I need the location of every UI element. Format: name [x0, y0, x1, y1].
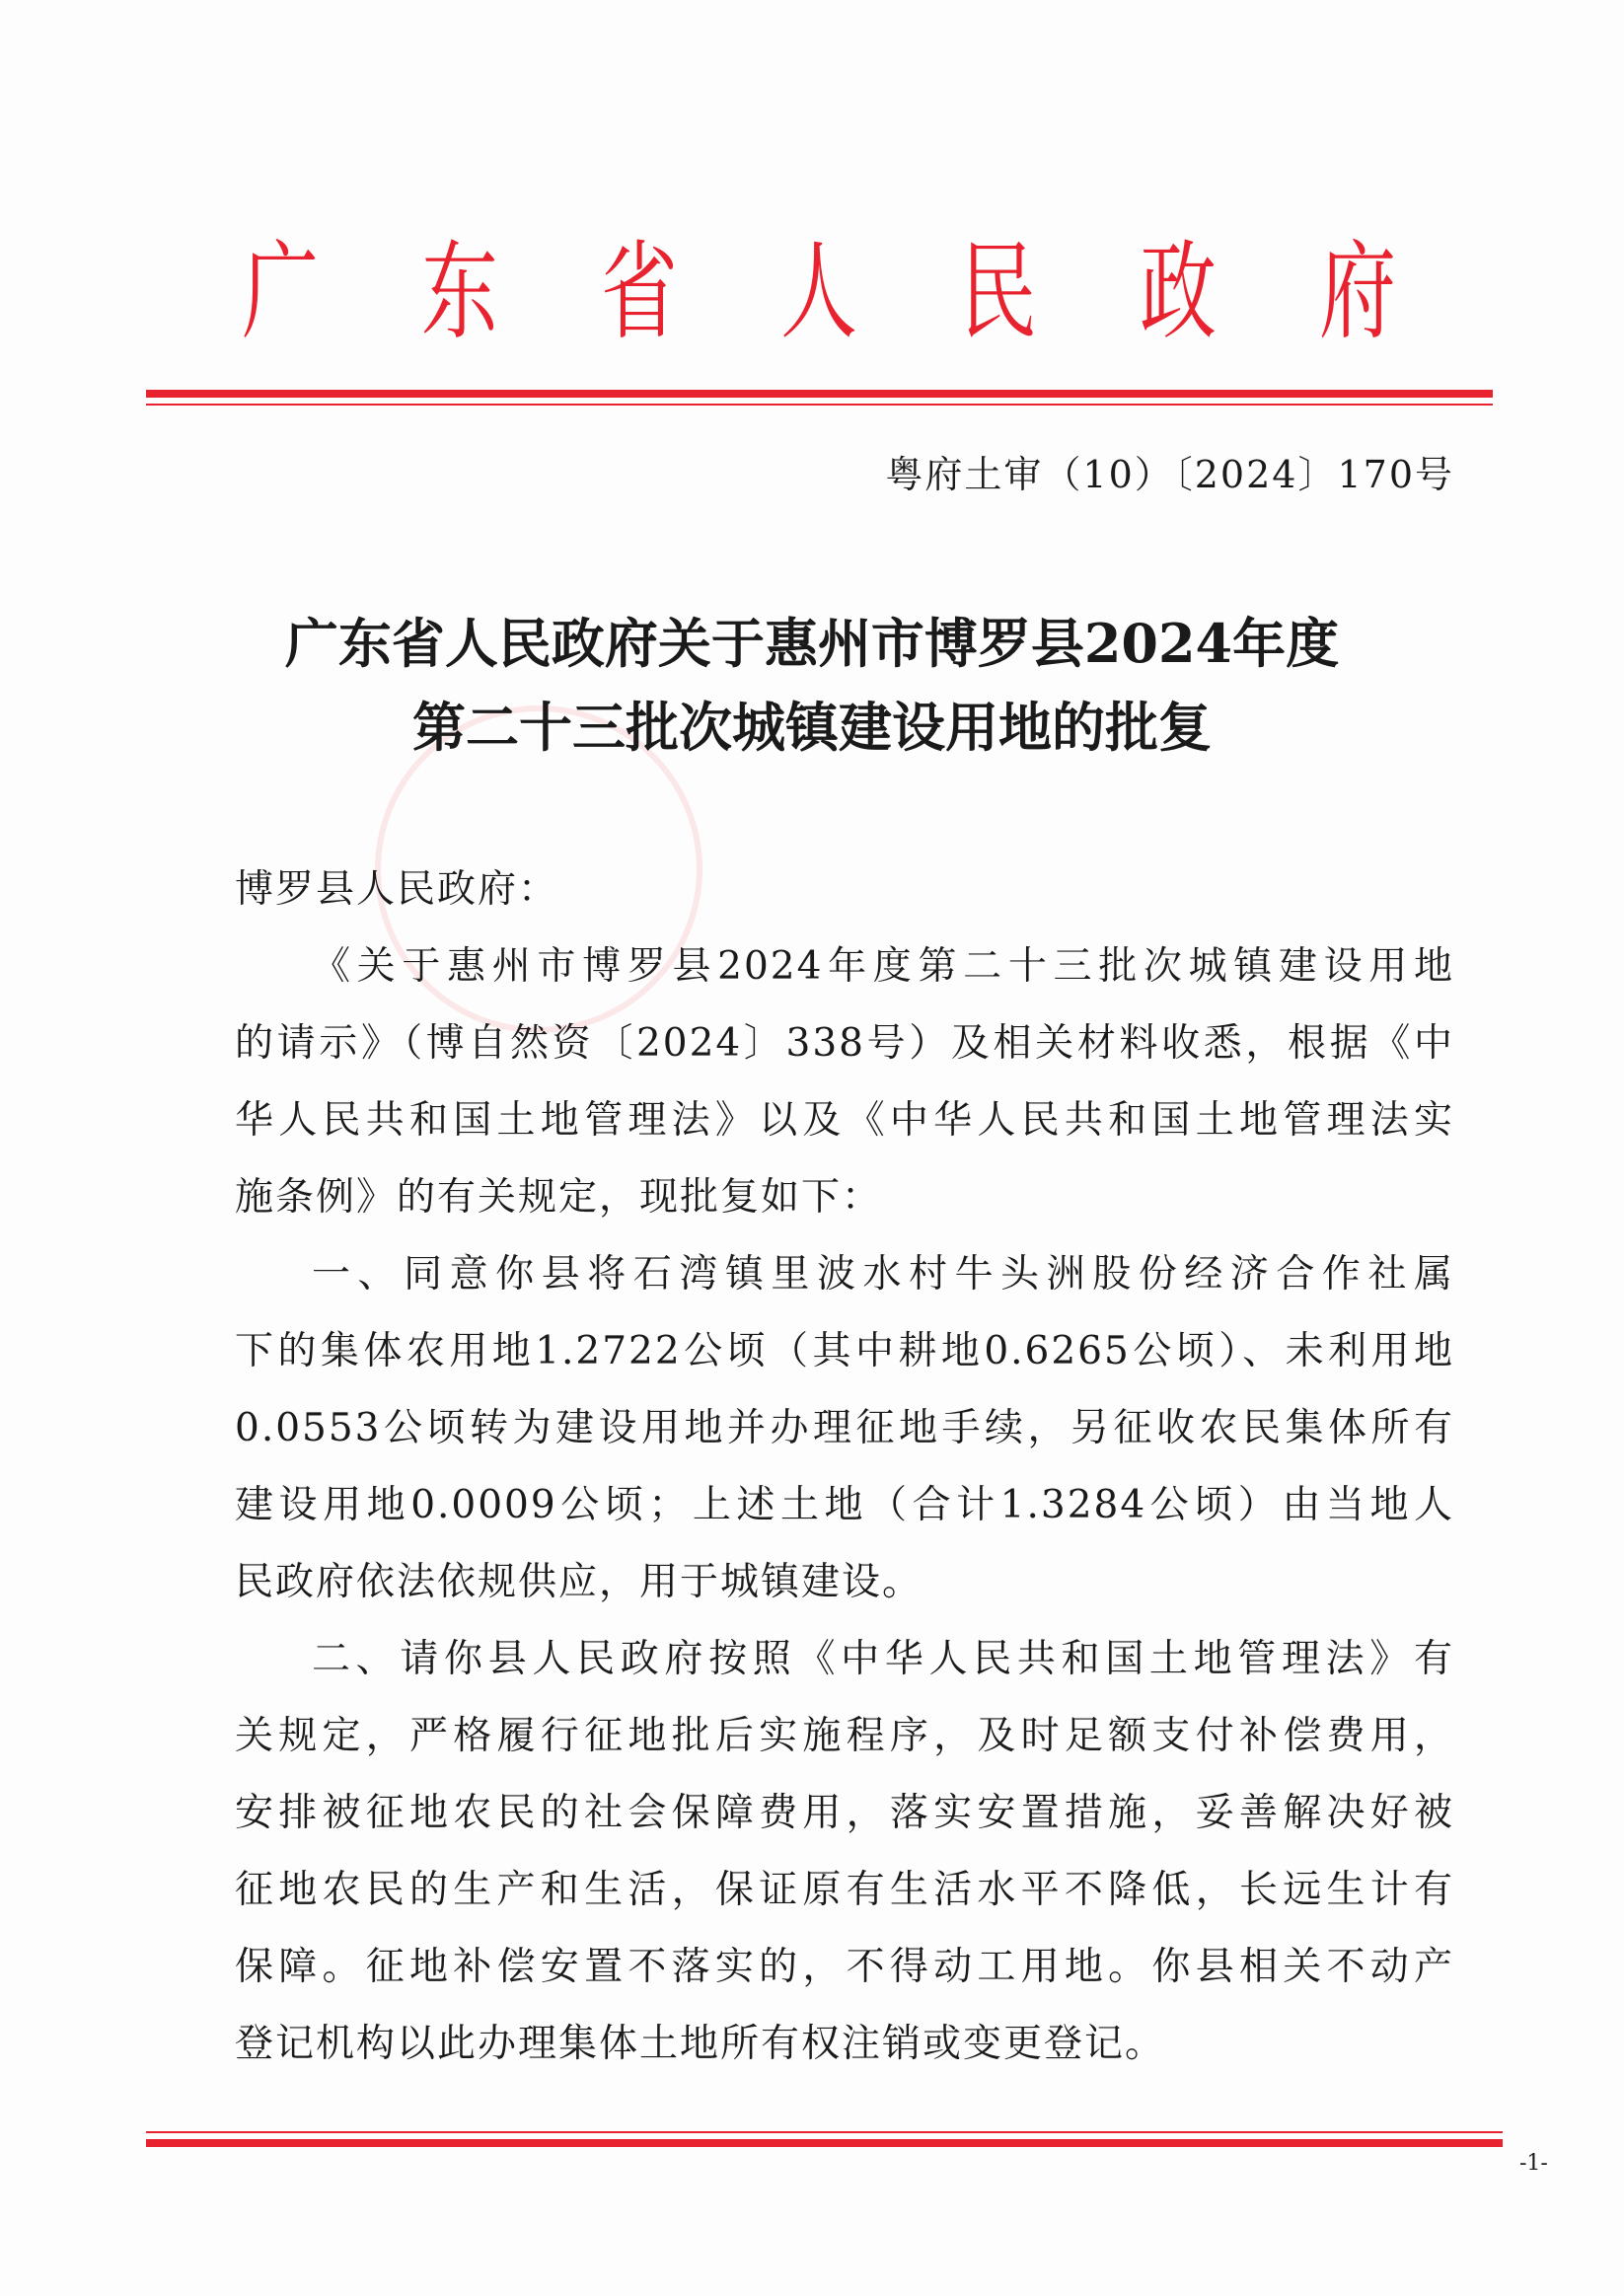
- paragraph-line: 安排被征地农民的社会保障费用，落实安置措施，妥善解决好被: [235, 1791, 1454, 1835]
- paragraph-line: 民政府依法依规供应，用于城镇建设。: [235, 1560, 923, 1604]
- document-title-line-2: 第二十三批次城镇建设用地的批复: [412, 696, 1212, 759]
- masthead-char: 广: [242, 231, 319, 354]
- header-rule-thin: [146, 404, 1493, 406]
- masthead-char: 东: [421, 231, 498, 354]
- paragraph-line: 关规定，严格履行征地批后实施程序，及时足额支付补偿费用，: [235, 1714, 1454, 1758]
- masthead-char: 府: [1319, 231, 1396, 354]
- page-number: -1-: [1519, 2151, 1548, 2176]
- addressee: 博罗县人民政府：: [235, 867, 559, 912]
- paragraph-line: 建设用地0.0009公顷；上述土地（合计1.3284公顷）由当地人: [235, 1483, 1454, 1527]
- masthead-char: 民: [960, 231, 1037, 354]
- header-rule-thick: [146, 390, 1493, 398]
- paragraph-line: 华人民共和国土地管理法》以及《中华人民共和国土地管理法实: [235, 1098, 1454, 1143]
- paragraph-line: 一、同意你县将石湾镇里波水村牛头洲股份经济合作社属: [312, 1252, 1454, 1296]
- paragraph-line: 的请示》（博自然资〔2024〕338号）及相关材料收悉，根据《中: [235, 1021, 1454, 1066]
- paragraph-line: 保障。征地补偿安置不落实的，不得动工用地。你县相关不动产: [235, 1945, 1454, 1989]
- paragraph-line: 下的集体农用地1.2722公顷（其中耕地0.6265公顷）、未利用地: [235, 1329, 1454, 1373]
- paragraph-line: 二、请你县人民政府按照《中华人民共和国土地管理法》有: [312, 1637, 1454, 1681]
- masthead: [227, 229, 1411, 357]
- paragraph-line: 0.0553公顷转为建设用地并办理征地手续，另征收农民集体所有: [235, 1406, 1454, 1450]
- footer-rule-thin: [146, 2131, 1503, 2133]
- footer-rule-thick: [146, 2139, 1503, 2147]
- masthead-char: 人: [780, 231, 857, 354]
- masthead-char: 省: [601, 231, 678, 354]
- paragraph-line: 登记机构以此办理集体土地所有权注销或变更登记。: [235, 2022, 1166, 2066]
- paragraph-line: 征地农民的生产和生活，保证原有生活水平不降低，长远生计有: [235, 1868, 1454, 1912]
- document-number: 粤府土审（10）〔2024〕170号: [885, 453, 1454, 496]
- document-title-line-1: 广东省人民政府关于惠州市博罗县2024年度: [284, 612, 1340, 675]
- masthead-char: 政: [1140, 231, 1217, 354]
- paragraph-line: 施条例》的有关规定，现批复如下：: [235, 1175, 883, 1220]
- paragraph-line: 《关于惠州市博罗县2024年度第二十三批次城镇建设用地: [312, 944, 1454, 989]
